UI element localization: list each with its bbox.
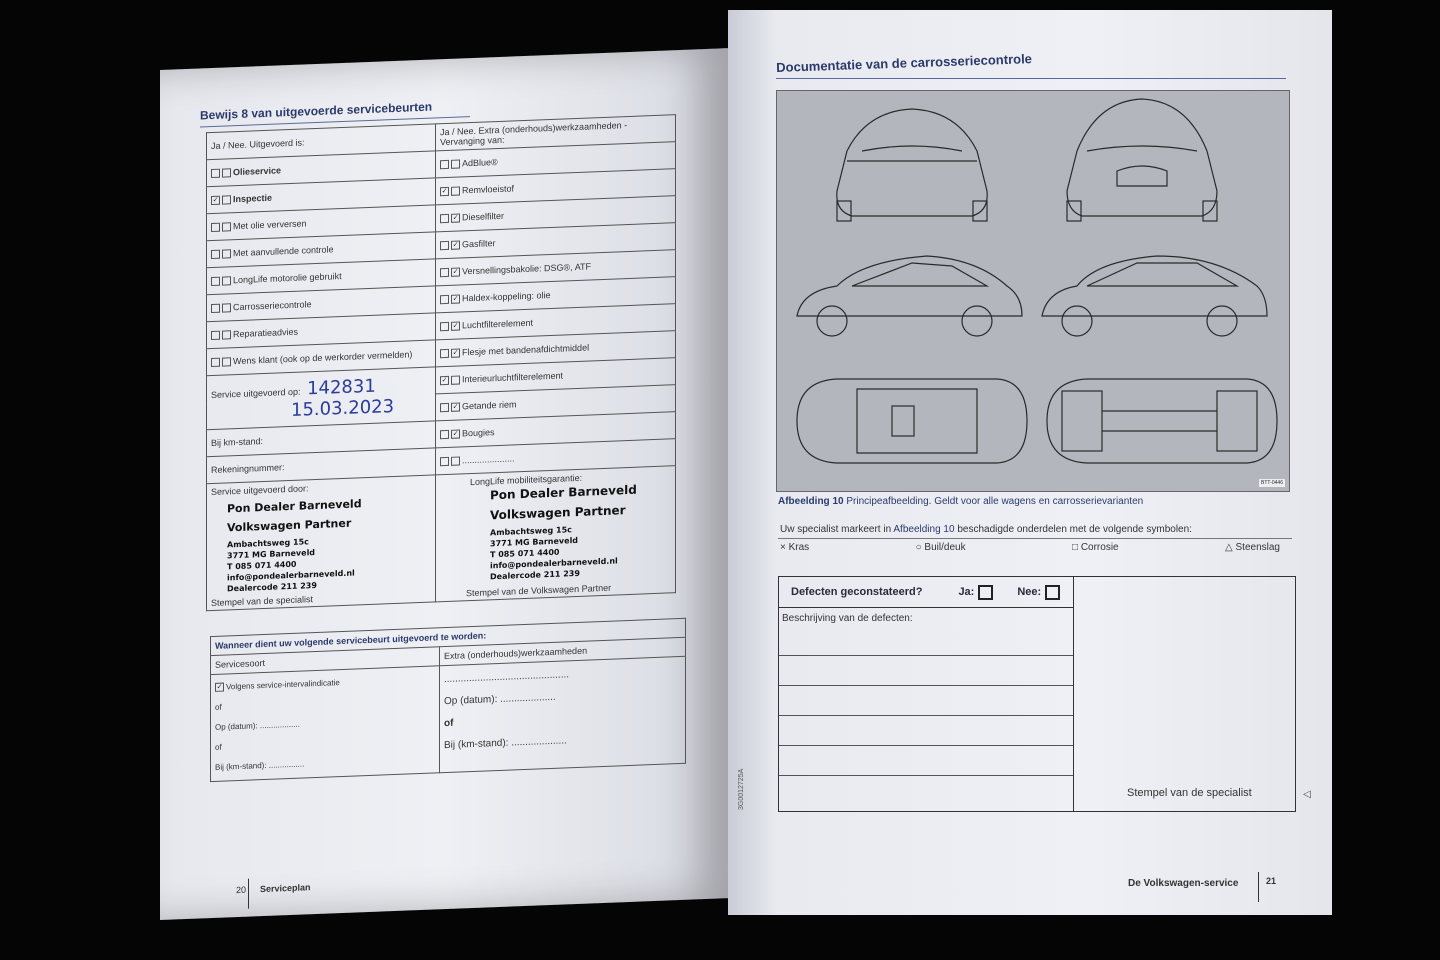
right-item: ..................... [436,439,676,475]
checkbox-checked[interactable]: ✓ [452,268,459,276]
checkbox[interactable] [211,304,220,313]
checkbox[interactable] [440,430,449,439]
left-item: LongLife motorolie gebruikt [207,259,436,295]
checkbox[interactable] [451,187,460,196]
col-right-header: Ja / Nee. Extra (onderhouds)werkzaamheden - Vervanging van: [436,115,676,151]
no-checkbox[interactable] [1045,585,1060,600]
stamp-cell-right: LongLife mobiliteitsgarantie: Pon Dealer Barneveld Volkswagen Partner Ambachtsweg 15c 3771 MG Barneveld T 085 071 4400 info@pondealerbarneveld.nl Dealercode 211 239 Stempel van de Volkswagen Partner [436,466,676,602]
symbol-steenslag: △ Steenslag [1225,542,1280,553]
stamp-city: 3771 MG Barneveld [227,548,316,561]
checkbox[interactable] [222,222,231,231]
checkbox[interactable] [440,457,449,466]
footer-divider [248,879,249,909]
checkbox-checked[interactable]: ✓ [441,188,448,196]
checkbox[interactable] [222,276,231,285]
checkbox-checked[interactable]: ✓ [452,295,459,303]
left-item: ✓ Inspectie [207,178,436,214]
symbol-legend [780,542,1280,553]
vertical-divider [1073,577,1074,811]
left-item: Wens klant (ook op de werkorder vermelden) [207,340,436,376]
service-date-cell: Service uitgevoerd op: 142831 15.03.2023 [207,367,436,430]
checkbox[interactable] [451,457,460,466]
next-service-right: ............................................. Op (datum): .................... of Bij (km-stand): .................... [440,656,686,772]
stamp-address: Ambachtsweg 15c [227,537,309,550]
right-item: ✓ Bougies [436,412,676,448]
left-item: Olieservice [207,151,436,187]
col-left-header: Ja / Nee. Uitgevoerd is: [207,124,436,160]
figure-label: Afbeelding 10 [778,496,844,507]
right-item: ✓ Dieselfilter [436,196,676,232]
checkbox[interactable] [211,331,220,340]
stamp-partner: Volkswagen Partner [490,503,626,523]
checkbox[interactable] [222,195,231,204]
footer-section: Serviceplan [260,882,311,895]
checkbox[interactable] [440,160,449,169]
defects-question-row [779,577,1074,608]
description-line [779,775,1073,776]
checkbox[interactable] [222,249,231,258]
checkbox-checked[interactable]: ✓ [452,349,459,357]
stamp-caption: Stempel van de specialist [211,594,314,609]
stamp-phone: T 085 071 4400 [227,559,297,572]
checkbox[interactable] [451,376,460,385]
checkbox[interactable] [440,214,449,223]
stamp-city: 3771 MG Barneveld [490,535,579,549]
symbol-corrosie: □ Corrosie [1072,542,1119,553]
stamp-dealercode: Dealercode 211 239 [490,568,580,582]
stamp-name: Pon Dealer Barneveld [490,482,637,503]
left-item: Reparatieadvies [207,313,436,349]
footer-divider [1258,872,1259,902]
symbol-kras: × Kras [780,542,810,553]
right-item: ✓ Flesje met bandenafdichtmiddel [436,331,676,367]
checkbox[interactable] [451,160,460,169]
image-code: BTT-0446 [1261,480,1283,486]
page-title: Bewijs 8 van uitgevoerde servicebeurten [200,99,433,123]
page-number: 21 [1266,876,1277,886]
stamp-dealercode: Dealercode 211 239 [227,580,317,594]
next-service-table [210,618,686,782]
checkbox[interactable] [440,268,449,277]
stamp-address: Ambachtsweg 15c [490,525,572,538]
left-item: Met aanvullende controle [207,232,436,268]
checkbox[interactable] [211,358,220,367]
checkbox[interactable] [440,403,449,412]
next-col2-header: Extra (onderhouds)werkzaamheden [440,637,686,665]
checkbox-checked[interactable]: ✓ [216,683,223,692]
side-code: 3G0012725A [738,768,745,810]
checkbox[interactable] [440,322,449,331]
next-col1-header: Servicesoort [211,647,440,675]
checkbox[interactable] [222,303,231,312]
footer-section: De Volkswagen-service [1128,878,1239,889]
description-line [779,685,1073,686]
checkbox-checked[interactable]: ✓ [441,377,448,385]
next-service-left: ✓ Volgens service-intervalindicatie of Op (datum): .................. of Bij (km-stand): ................ [211,666,440,782]
marking-instruction: Uw specialist markeert in Afbeelding 10 beschadigde onderdelen met de volgende symbolen: [780,524,1192,535]
right-item: ✓ Haldex-koppeling: olie [436,277,676,313]
yes-checkbox[interactable] [978,585,993,600]
page-title: Documentatie van de carrosseriecontrole [776,51,1033,75]
checkbox[interactable] [211,250,220,259]
right-item: ✓ Versnellingsbakolie: DSG®, ATF [436,250,676,286]
right-item: ✓ Gasfilter [436,223,676,259]
figure-caption-text: Principeafbeelding. Geldt voor alle wagens en carrosserievarianten [846,496,1144,507]
arrow-icon: ◁ [1303,789,1311,800]
stamp-label: Stempel van de specialist [1127,787,1252,799]
car-outline-illustration [777,91,1289,491]
right-page [728,10,1332,915]
checkbox-checked[interactable]: ✓ [452,322,459,330]
checkbox[interactable] [211,223,220,232]
figure-link[interactable]: Afbeelding 10 [893,524,955,535]
checkbox-checked[interactable]: ✓ [452,241,459,249]
left-page [160,48,728,920]
defects-question: Defecten geconstateerd? [791,586,923,598]
right-item: ✓ Getande riem [436,385,676,421]
right-item: ✓ Remvloeistof [436,169,676,205]
stamp-name: Pon Dealer Barneveld [227,497,362,516]
checkbox[interactable] [211,277,220,286]
next-service-title: Wanneer dient uw volgende servicebeurt uitgevoerd te worden: [211,618,686,655]
description-line [779,715,1073,716]
left-item: Carrosseriecontrole [207,286,436,322]
right-item: ✓ Interieurluchtfilterelement [436,358,676,394]
description-line [779,655,1073,656]
right-item: AdBlue® [436,142,676,178]
checkbox[interactable] [440,241,449,250]
symbol-buil: ○ Buil/deuk [915,542,966,553]
left-item: Met olie verversen [207,205,436,241]
page-number: 20 [236,884,247,896]
stamp-phone: T 085 071 4400 [490,547,560,560]
checkbox[interactable] [222,357,231,366]
checkbox-checked[interactable]: ✓ [452,430,459,438]
right-item: ✓ Luchtfilterelement [436,304,676,340]
figure-caption [778,496,1143,507]
stamp-email: info@pondealerbarneveld.nl [490,556,618,571]
stamp-cell-left: Service uitgevoerd door: Pon Dealer Barneveld Volkswagen Partner Ambachtsweg 15c 3771 MG Barneveld T 085 071 4400 info@pondealerbarneveld.nl Dealercode 211 239 Stempel van de specialist [207,475,436,611]
km-cell: Bij km-stand: [207,421,436,457]
description-label: Beschrijving van de defecten: [782,613,913,624]
title-rule [776,78,1286,79]
stamp-email: info@pondealerbarneveld.nl [227,568,355,583]
service-table [206,114,676,611]
checkbox-checked[interactable]: ✓ [212,196,219,205]
checkbox[interactable] [222,168,231,177]
checkbox-checked[interactable]: ✓ [452,403,459,411]
handwritten-date: 15.03.2023 [291,395,395,421]
checkbox[interactable] [440,349,449,358]
description-line [779,745,1073,746]
checkbox[interactable] [222,330,231,339]
checkbox[interactable] [211,169,220,178]
yes-label: Ja: [958,586,975,598]
checkbox-checked[interactable]: ✓ [452,214,459,222]
stamp-caption: Stempel van de Volkswagen Partner [466,582,612,599]
defects-form [778,576,1311,812]
no-label: Nee: [1017,586,1042,598]
handwritten-km: 142831 [307,375,376,399]
stamp-partner: Volkswagen Partner [227,516,352,535]
instruction-rule [778,538,1292,539]
checkbox[interactable] [440,295,449,304]
car-diagram [776,90,1290,492]
invoice-cell: Rekeningnummer: [207,448,436,484]
